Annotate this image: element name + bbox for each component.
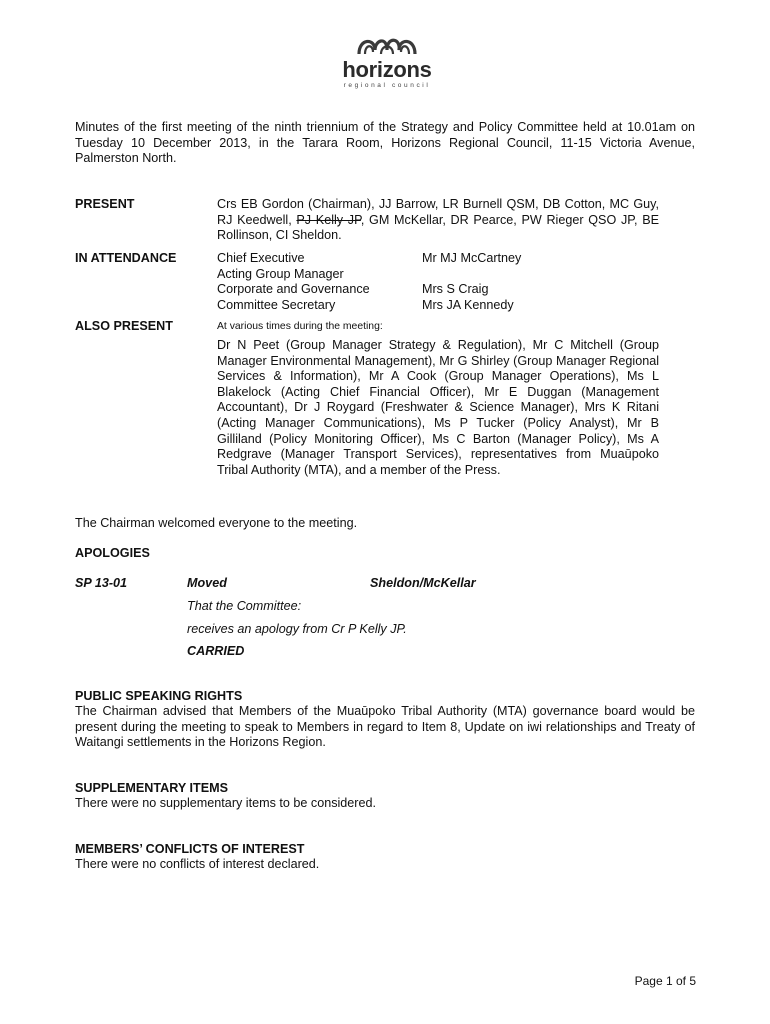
resolution-id: SP 13-01 — [75, 576, 128, 590]
present-struck-member: PJ Kelly JP — [296, 212, 361, 227]
also-present-list: Dr N Peet (Group Manager Strategy & Regulation), Mr C Mitchell (Group Manager Environmental Management), Mr G Shirley (Group Manager Regional Services & Information), Mr A Cook (Group Manager Operations), Ms L Blakelock (Acting Chief Financial Officer), Mr E Duggan (Management Accountant), Dr J Roygard (Freshwater & Science Manager), Mrs K Ritani (Acting Manager Communications), Ms P Tucker (Policy Analyst), Mr B Gilliland (Policy Monitoring Officer), Ms C Barton (Manager Policy), Ms A Redgrave (Manager Transport Services), representatives from Muaūpoko Tribal Authority (MTA), and a member of the Press. — [217, 338, 659, 477]
welcome-text: The Chairman welcomed everyone to the meeting. — [75, 516, 358, 530]
horizons-waves-icon — [355, 32, 419, 58]
attendance-row — [217, 267, 659, 283]
public-speaking-heading: PUBLIC SPEAKING RIGHTS — [75, 689, 243, 703]
apologies-heading: APOLOGIES — [75, 546, 150, 560]
resolution-result: CARRIED — [187, 644, 245, 658]
movers: Sheldon/McKellar — [370, 576, 476, 590]
in-attendance-table — [217, 251, 659, 313]
supplementary-text: There were no supplementary items to be considered. — [75, 796, 377, 810]
conflicts-heading: MEMBERS’ CONFLICTS OF INTEREST — [75, 842, 305, 856]
attendance-role: Committee Secretary — [217, 297, 336, 312]
attendance-role: Acting Group Manager — [217, 266, 344, 281]
attendance-row — [217, 251, 659, 267]
resolution-that: That the Committee: — [187, 599, 302, 613]
public-speaking-text: The Chairman advised that Members of the Muaūpoko Tribal Authority (MTA) governance board would be present during the meeting to speak to Members in regard to Item 8, Update on iwi relationships and Treaty of Waitangi settlements in the Horizons Region. — [75, 704, 695, 750]
present-label: PRESENT — [75, 197, 135, 211]
also-present-note: At various times during the meeting: — [217, 321, 383, 332]
page-number: Page 1 of 5 — [634, 974, 696, 988]
attendance-row — [217, 282, 659, 298]
attendance-name: Mrs S Craig — [422, 282, 489, 297]
in-attendance-label: IN ATTENDANCE — [75, 251, 177, 265]
logo-subtitle: regional council — [343, 82, 431, 89]
present-text-before: Crs EB Gordon (Chairman), JJ Barrow, LR Burnell QSM, DB Cotton, MC Guy, RJ Keedwell, — [217, 197, 659, 227]
attendance-name: Mrs JA Kennedy — [422, 297, 514, 312]
horizons-logo — [335, 32, 439, 94]
attendance-role: Corporate and Governance — [217, 282, 370, 297]
moved-label: Moved — [187, 576, 227, 590]
resolution-text: receives an apology from Cr P Kelly JP. — [187, 622, 407, 636]
present-text-after: , GM McKellar, DR Pearce, PW Rieger QSO JP, BE Rollinson, CI Sheldon. — [217, 212, 660, 243]
attendance-row — [217, 298, 659, 314]
present-members — [217, 197, 659, 244]
attendance-role: Chief Executive — [217, 251, 305, 265]
supplementary-heading: SUPPLEMENTARY ITEMS — [75, 781, 229, 795]
also-present-label: ALSO PRESENT — [75, 319, 173, 333]
intro-paragraph: Minutes of the first meeting of the ninth triennium of the Strategy and Policy Committee held at 10.01am on Tuesday 10 December 2013, in the Tarara Room, Horizons Regional Council, 11-15 Victoria Avenue, Palmerston North. — [75, 120, 695, 166]
conflicts-text: There were no conflicts of interest declared. — [75, 857, 320, 871]
attendance-name: Mr MJ McCartney — [422, 251, 522, 265]
logo-wordmark: horizons — [342, 57, 432, 82]
